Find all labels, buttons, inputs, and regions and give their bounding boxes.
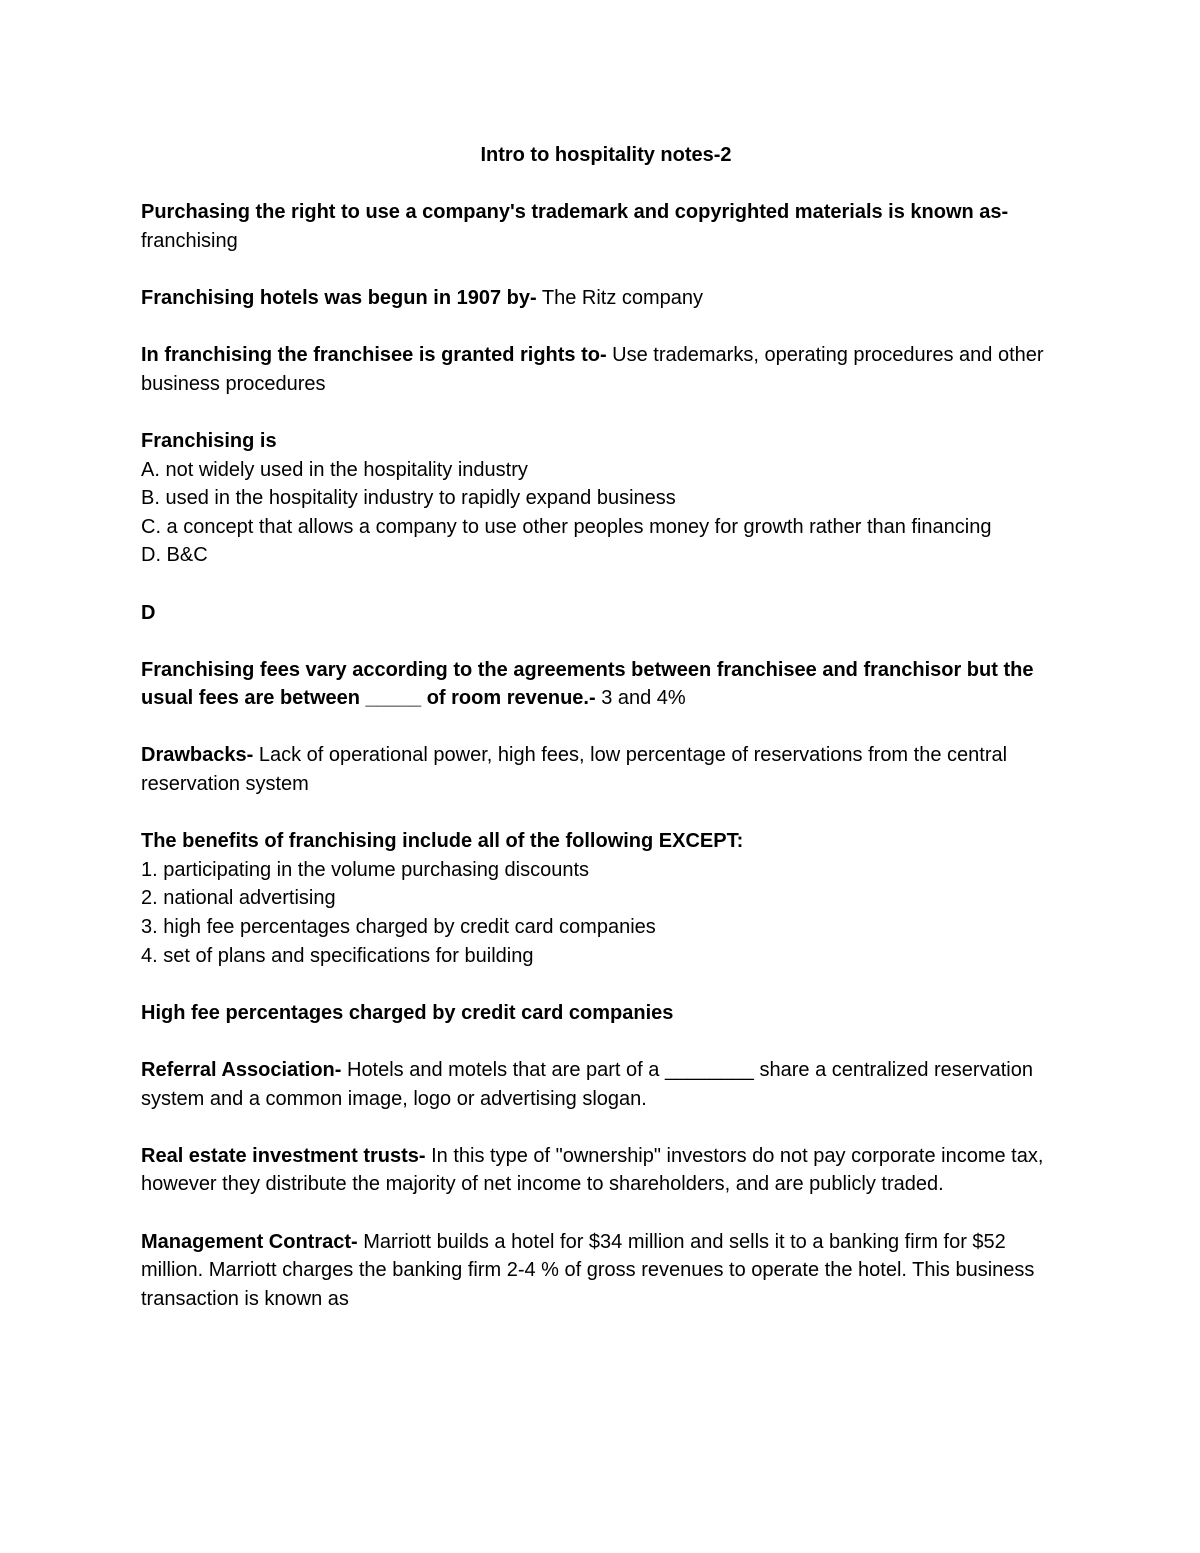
note-answer: Marriott builds a hotel for $34 million and sells it to a banking firm for $52 million. Marriott charges the banking firm 2-4 % of gross revenues to operate the hotel. This business transaction is known as [141, 1230, 1035, 1310]
note-question: In franchising the franchisee is granted rights to- [141, 344, 607, 367]
option-item: A. not widely used in the hospitality industry [141, 458, 528, 481]
note-question: Franchising fees vary according to the agreements between franchisee and franchisor but the usual fees are between _____ of room revenue.- [141, 658, 1034, 710]
question-benefits-except [141, 827, 1071, 970]
option-item: 4. set of plans and specifications for building [141, 944, 534, 967]
note-question: Franchising hotels was begun in 1907 by- [141, 286, 537, 309]
option-item: C. a concept that allows a company to use other peoples money for growth rather than financing [141, 515, 992, 538]
note-answer: Use trademarks, operating procedures and other business procedures [141, 344, 1044, 395]
question-answer: D [141, 601, 156, 624]
option-item: D. B&C [141, 544, 208, 567]
note-reit [141, 1142, 1071, 1199]
note-management-contract [141, 1228, 1071, 1314]
note-question: Referral Association- [141, 1059, 342, 1081]
note-question: Management Contract- [141, 1230, 358, 1253]
question-stem: Franchising is [141, 429, 277, 452]
note-drawbacks [141, 741, 1071, 798]
note-answer: Hotels and motels that are part of a ________ share a centralized reservation system and a common image, logo or advertising slogan. [141, 1059, 1033, 1110]
note-referral-association [141, 1056, 1071, 1113]
note-answer: The Ritz company [536, 286, 704, 309]
note-franchising-origin [141, 284, 1071, 313]
document-content [141, 141, 1071, 1342]
page-title: Intro to hospitality notes-2 [480, 144, 732, 166]
question-answer: High fee percentages charged by credit card companies [141, 1001, 674, 1024]
note-franchisee-rights [141, 341, 1071, 398]
note-answer: 3 and 4% [595, 687, 686, 710]
option-item: 1. participating in the volume purchasing discounts [141, 858, 590, 881]
note-franchising-definition [141, 198, 1071, 255]
note-answer: franchising [141, 229, 238, 252]
option-item: 3. high fee percentages charged by credit card companies [141, 916, 656, 939]
note-question: Drawbacks- [141, 744, 254, 767]
note-question: Real estate investment trusts- [141, 1144, 426, 1167]
note-answer: Lack of operational power, high fees, low percentage of reservations from the central reservation system [141, 744, 1008, 796]
question-stem: The benefits of franchising include all of the following EXCEPT: [141, 830, 744, 853]
note-answer: In this type of "ownership" investors do not pay corporate income tax, however they distribute the majority of net income to shareholders, and are publicly traded. [141, 1144, 1044, 1196]
note-franchising-fees [141, 656, 1071, 713]
note-question: Purchasing the right to use a company's trademark and copyrighted materials is known as- [141, 201, 1009, 224]
question-franchising-is [141, 427, 1071, 570]
option-item: 2. national advertising [141, 887, 336, 910]
option-item: B. used in the hospitality industry to rapidly expand business [141, 487, 676, 510]
